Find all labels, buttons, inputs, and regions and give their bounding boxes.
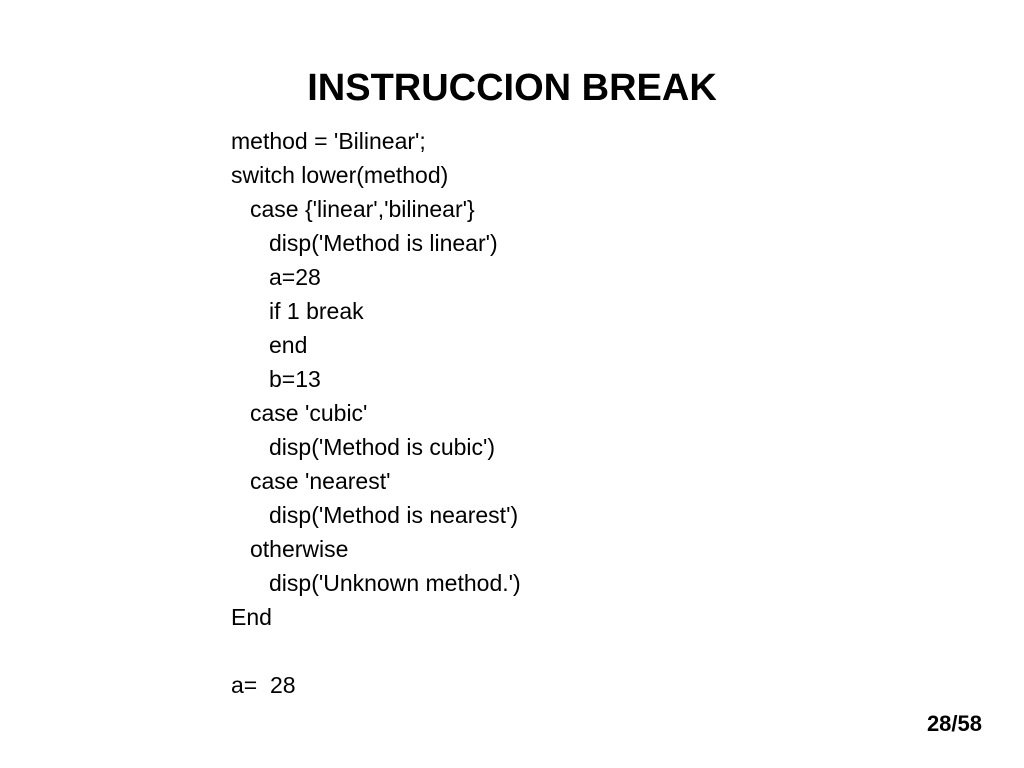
code-line: end [269,332,308,358]
code-line: if 1 break [269,298,364,324]
code-line: disp('Method is nearest') [269,502,519,528]
code-line: a=28 [269,264,321,290]
code-block [231,124,931,702]
code-line: case 'cubic' [250,400,368,426]
code-line: switch lower(method) [231,162,449,188]
code-line: otherwise [250,536,349,562]
code-output-line: a= 28 [231,672,296,698]
code-line: case 'nearest' [250,468,391,494]
code-line-blank [231,634,931,668]
code-line: method = 'Bilinear'; [231,128,426,154]
code-line: b=13 [269,366,321,392]
code-line: disp('Unknown method.') [269,570,521,596]
slide-title: INSTRUCCION BREAK [307,67,717,109]
code-line: disp('Method is linear') [269,230,498,256]
code-line: disp('Method is cubic') [269,434,496,460]
page-number: 28/58 [926,711,982,736]
code-line: case {'linear','bilinear'} [250,196,475,222]
code-line: End [231,604,272,630]
